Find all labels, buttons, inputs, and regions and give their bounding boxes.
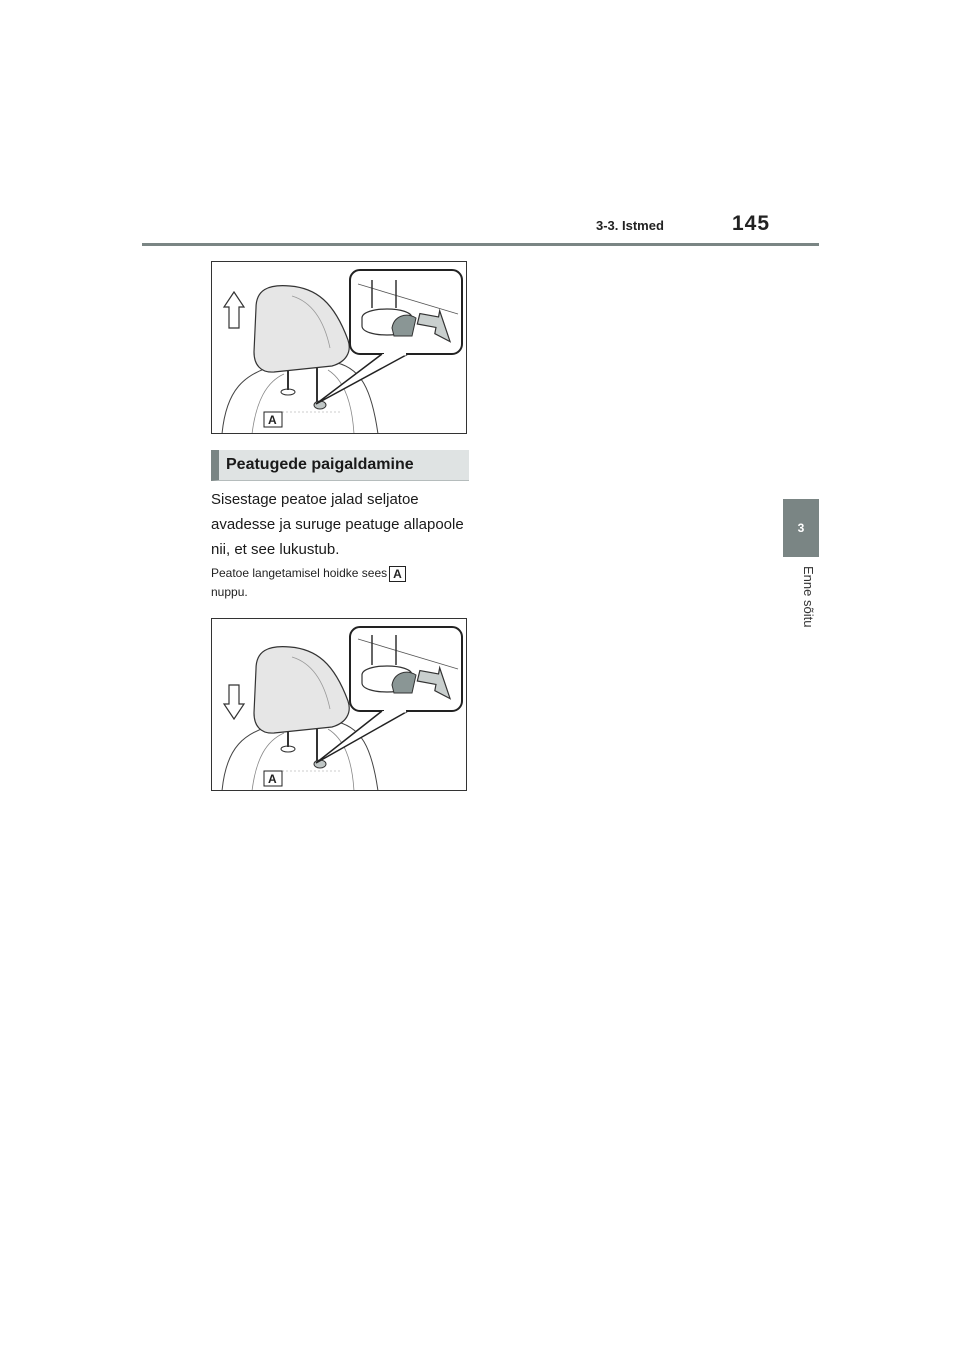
headrest-raise-illustration xyxy=(211,261,467,434)
page-number: 145 xyxy=(732,212,771,235)
instruction-text: Sisestage peatoe jalad seljatoe avadesse ja suruge peatuge allapoole nii, et see lukustub. xyxy=(211,491,464,558)
note-text-after: nuppu. xyxy=(211,585,248,599)
figure-callout-a: A xyxy=(268,772,277,786)
header-section-title: 3-3. Istmed xyxy=(596,218,664,233)
header-divider xyxy=(142,243,819,246)
section-heading: Peatugede paigaldamine xyxy=(211,450,469,481)
headrest-lower-illustration xyxy=(211,618,467,791)
chapter-tab xyxy=(783,499,819,557)
chapter-number: 3 xyxy=(797,521,805,535)
note-label-a: A xyxy=(389,566,406,582)
note-text-before: Peatoe langetamisel hoidke sees xyxy=(211,566,388,580)
figure-callout-a: A xyxy=(268,413,277,427)
chapter-label: Enne sõitu xyxy=(801,566,816,628)
note-text xyxy=(211,564,473,602)
